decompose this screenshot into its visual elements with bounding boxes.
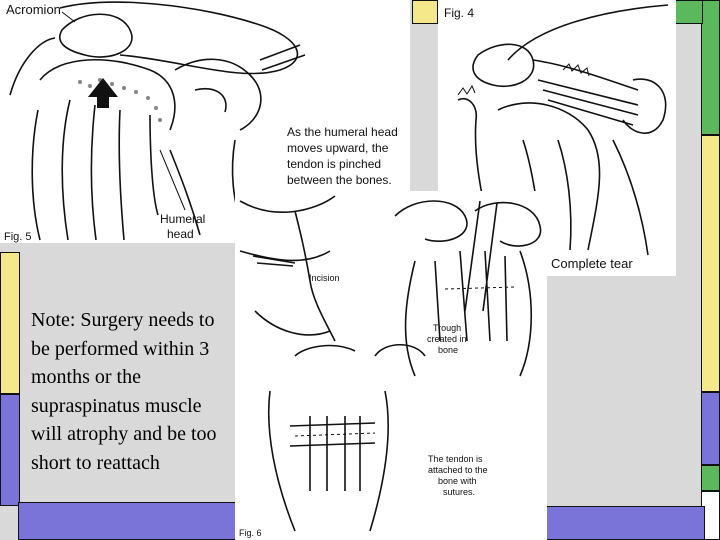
- frame-bar-top-green-right: [675, 0, 703, 24]
- label-trough-line3: bone: [438, 345, 459, 355]
- frame-bar-right-green-top: [701, 0, 720, 135]
- label-trough-line1: Trough: [433, 323, 462, 333]
- label-explain-line2: moves upward, the: [287, 141, 389, 155]
- frame-bar-top-yellow: [412, 0, 438, 24]
- label-tendon-line1: The tendon is: [428, 454, 483, 464]
- label-tendon-line4: sutures.: [443, 487, 476, 497]
- label-explain-line4: between the bones.: [287, 173, 392, 187]
- figure-5-caption: Fig. 5: [4, 231, 32, 243]
- label-humeral-head-line2: head: [167, 227, 194, 241]
- figure-6-caption: Fig. 6: [239, 528, 262, 538]
- label-explain-line3: tendon is pinched: [287, 157, 382, 171]
- label-explain-line1: As the humeral head: [287, 125, 398, 139]
- upward-arrow-icon: [88, 78, 118, 108]
- label-trough-line2: created in: [427, 334, 467, 344]
- frame-bar-left-yellow: [0, 252, 20, 394]
- label-humeral-head-line1: Humeral: [160, 212, 206, 226]
- frame-bar-bottom-purple-right: [545, 506, 705, 540]
- label-complete-tear: Complete tear: [551, 256, 633, 271]
- label-tendon-line2: attached to the: [428, 465, 488, 475]
- figure-4-caption: Fig. 4: [444, 6, 475, 20]
- label-acromion: Acromion: [6, 2, 61, 17]
- label-incision: Incision: [309, 273, 340, 283]
- surgery-note-text: Note: Surgery needs to be performed within 3 months or the supraspinatus muscle will atrophy and be too short to reattach: [31, 309, 217, 474]
- label-tendon-line3: bone with: [438, 476, 477, 486]
- frame-bar-right-green-bottom: [701, 465, 720, 491]
- frame-bar-bottom-purple: [18, 502, 240, 540]
- figure-6-surgical-repair: [235, 191, 547, 540]
- frame-bar-right-purple: [701, 392, 720, 465]
- frame-bar-right-yellow: [701, 135, 720, 392]
- frame-bar-left-purple: [0, 394, 20, 506]
